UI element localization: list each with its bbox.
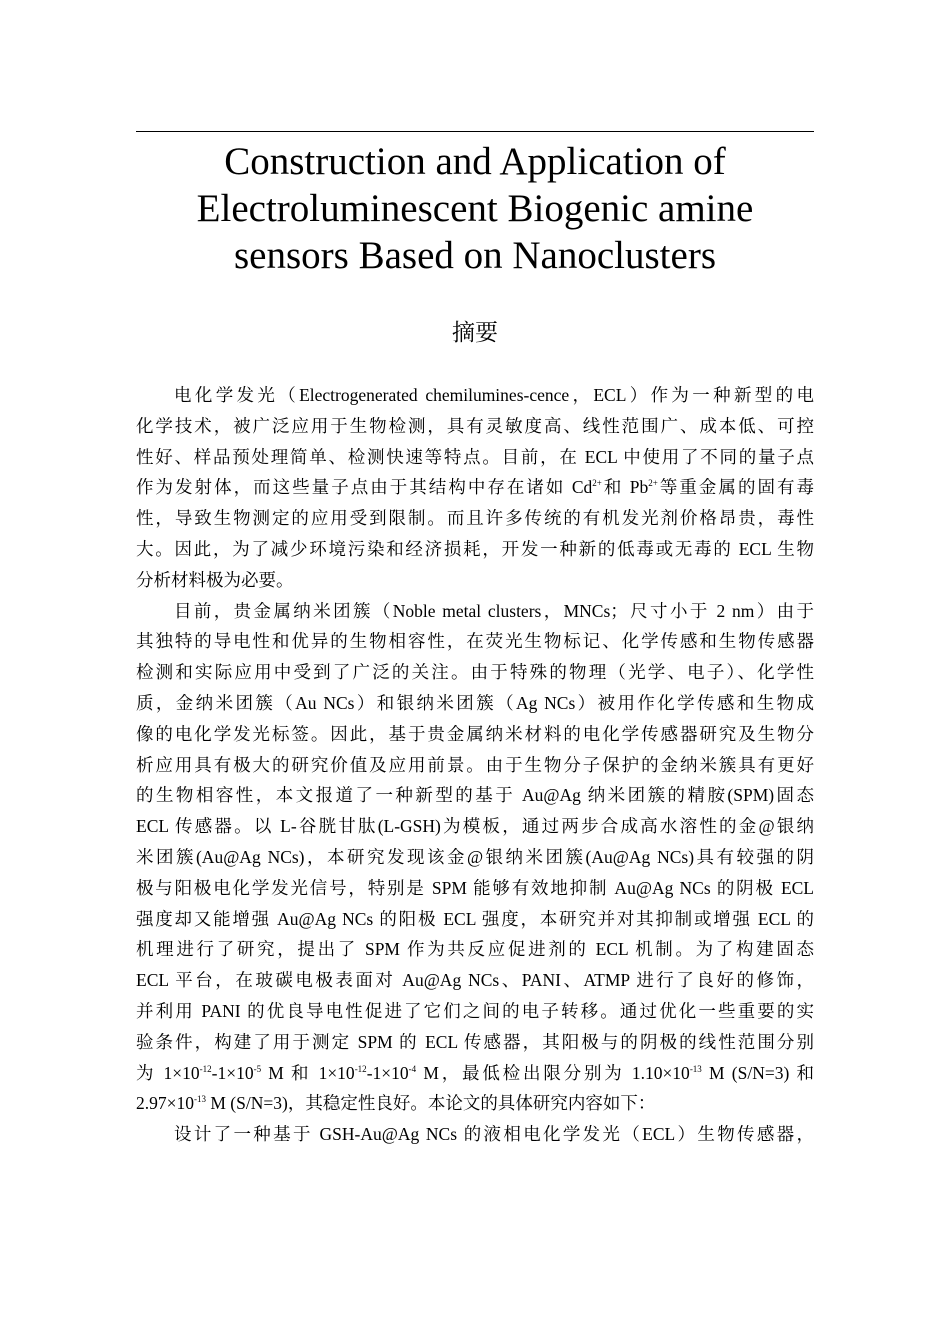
title-line: Construction and Application of <box>224 140 726 183</box>
superscript: -13 <box>689 1063 702 1074</box>
text-run: ECL 传感器。以 L-谷胱甘肽(L-GSH)为模板，通过两步合成高水溶性的金@银纳 <box>136 816 814 837</box>
text-run: 验条件，构建了用于测定 SPM 的 ECL 传感器，其阳极与的阴极的线性范围分别 <box>136 1031 814 1052</box>
text-run: M (S/N=3)，其稳定性良好。本论文的具体研究内容如下： <box>206 1093 656 1114</box>
text-line <box>136 719 814 750</box>
text-run: 性好、样品预处理简单、检测快速等特点。目前，在 ECL 中使用了不同的量子点 <box>136 446 814 467</box>
text-run: 检测和实际应用中受到了广泛的关注。由于特殊的物理（光学、电子）、化学性 <box>136 662 814 683</box>
text-run: -1×10 <box>366 1062 409 1083</box>
superscript: -12 <box>199 1063 212 1074</box>
text-run: 极与阳极电化学发光信号，特别是 SPM 能够有效地抑制 Au@Ag NCs 的阴极 ECL <box>136 877 814 898</box>
text-run: 和 Pb <box>601 477 649 498</box>
text-run: 化学技术，被广泛应用于生物检测，具有灵敏度高、线性范围广、成本低、可控 <box>136 415 814 436</box>
text-line <box>136 503 814 534</box>
superscript: 2+ <box>648 478 658 489</box>
text-run: 米团簇(Au@Ag NCs)，本研究发现该金@银纳米团簇(Au@Ag NCs)具有较强的阴 <box>136 846 814 867</box>
text-line <box>136 688 814 719</box>
text-line <box>136 565 814 596</box>
text-line <box>136 1088 814 1119</box>
text-line <box>136 442 814 473</box>
text-run: 大。因此，为了减少环境污染和经济损耗，开发一种新的低毒或无毒的 ECL 生物 <box>136 538 814 559</box>
superscript: 2+ <box>592 478 602 489</box>
text-run: ECL 平台，在玻碳电极表面对 Au@Ag NCs、PANI、ATMP 进行了良好的修饰， <box>136 970 814 991</box>
text-run: 强度却又能增强 Au@Ag NCs 的阳极 ECL 强度，本研究并对其抑制或增强 ECL 的 <box>136 908 814 929</box>
text-run: 2.97×10 <box>136 1093 194 1114</box>
text-line <box>136 842 814 873</box>
text-run: M 和 1×10 <box>261 1062 355 1083</box>
text-line <box>136 380 814 411</box>
text-run: 电化学发光（Electrogenerated chemilumines-cence，ECL）作为一种新型的电 <box>174 385 814 405</box>
text-run: 机理进行了研究，提出了 SPM 作为共反应促进剂的 ECL 机制。为了构建固态 <box>136 939 814 960</box>
superscript: -12 <box>354 1063 367 1074</box>
text-line <box>136 1119 814 1150</box>
title-line: Electroluminescent Biogenic amine <box>196 187 754 230</box>
text-run: 设计了一种基于 GSH-Au@Ag NCs 的液相电化学发光（ECL）生物传感器， <box>174 1124 814 1145</box>
text-run: M，最低检出限分别为 1.10×10 <box>416 1062 690 1083</box>
text-run: 其独特的导电性和优异的生物相容性，在荧光生物标记、化学传感和生物传感器 <box>136 631 814 652</box>
text-run: 作为发射体，而这些量子点由于其结构中存在诸如 Cd <box>136 477 593 498</box>
text-run: -1×10 <box>211 1062 254 1083</box>
text-run: 为 1×10 <box>136 1062 200 1083</box>
text-line <box>136 811 814 842</box>
text-run: 性，导致生物测定的应用受到限制。而且许多传统的有机发光剂价格昂贵，毒性 <box>136 508 814 529</box>
text-run: 等重金属的固有毒 <box>657 477 815 498</box>
text-line <box>136 996 814 1027</box>
text-line <box>136 934 814 965</box>
text-run: 析应用具有极大的研究价值及应用前景。由于生物分子保护的金纳米簇具有更好 <box>136 754 814 775</box>
text-line <box>136 780 814 811</box>
text-run: 并利用 PANI 的优良导电性促进了它们之间的电子转移。通过优化一些重要的实 <box>136 1000 814 1021</box>
superscript: -5 <box>253 1063 262 1074</box>
abstract-paragraph <box>136 596 814 1120</box>
abstract-paragraph <box>136 380 814 596</box>
text-line <box>136 750 814 781</box>
text-line <box>136 965 814 996</box>
superscript: -4 <box>408 1063 417 1074</box>
title-line: sensors Based on Nanoclusters <box>234 234 716 277</box>
text-line <box>136 873 814 904</box>
top-horizontal-rule <box>136 131 814 132</box>
text-run: 的生物相容性，本文报道了一种新型的基于 Au@Ag 纳米团簇的精胺(SPM)固态 <box>136 785 814 806</box>
text-line <box>136 411 814 442</box>
text-line <box>136 657 814 688</box>
thesis-title <box>136 138 814 279</box>
text-run: M (S/N=3) 和 <box>701 1062 814 1083</box>
abstract-paragraph <box>136 1119 814 1150</box>
text-line <box>136 1058 814 1089</box>
text-line <box>136 1027 814 1058</box>
text-line <box>136 904 814 935</box>
superscript: -13 <box>194 1094 206 1105</box>
text-line <box>136 596 814 627</box>
text-line <box>136 534 814 565</box>
text-run: 质，金纳米团簇（Au NCs）和银纳米团簇（Ag NCs）被用作化学传感和生物成 <box>136 692 814 713</box>
abstract-body <box>136 380 814 1150</box>
text-run: 像的电化学发光标签。因此，基于贵金属纳米材料的电化学传感器研究及生物分 <box>136 723 814 744</box>
text-run: 目前，贵金属纳米团簇（Noble metal clusters，MNCs；尺寸小于 2 nm）由于 <box>174 600 814 621</box>
abstract-heading: 摘要 <box>452 320 498 346</box>
text-run: 分析材料极为必要。 <box>136 569 294 590</box>
text-line <box>136 626 814 657</box>
text-line <box>136 472 814 503</box>
